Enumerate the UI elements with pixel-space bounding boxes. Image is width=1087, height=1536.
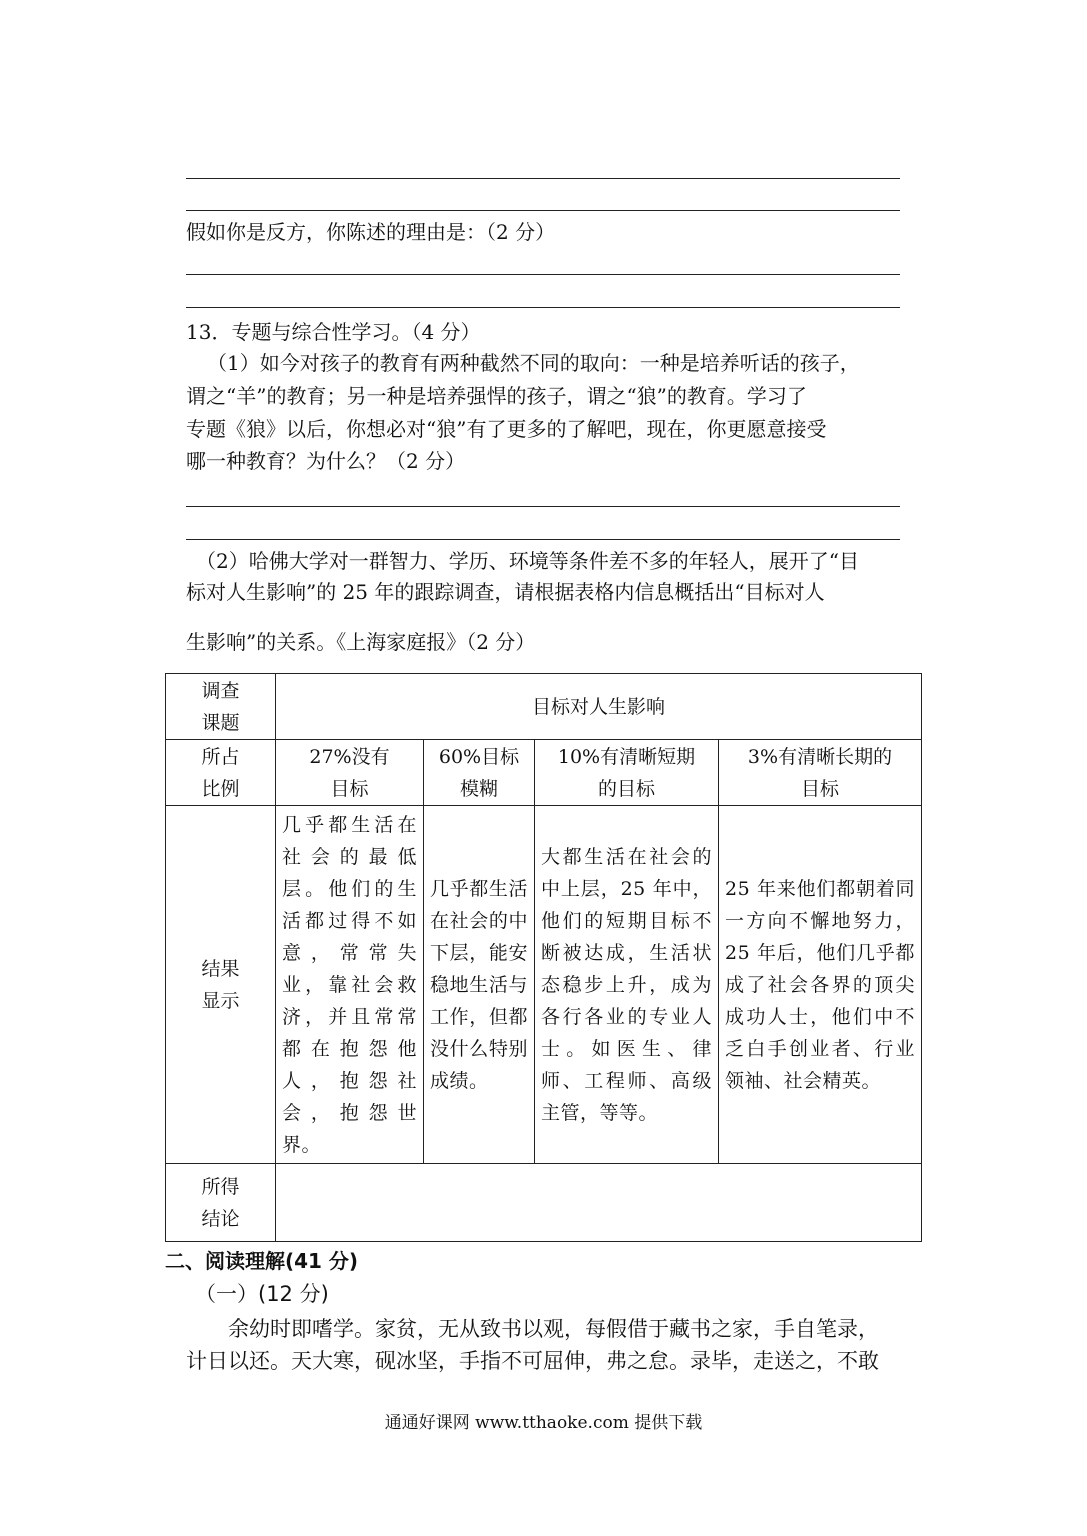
section-2-subtitle: （一）(12 分) [195, 1282, 329, 1306]
section-2-title: 二、阅读理解(41 分) [165, 1249, 359, 1273]
text-line: 标对人生影响”的 25 年的跟踪调查，请根据表格内信息概括出“目标对人 [186, 580, 825, 604]
topic-value: 目标对人生影响 [276, 674, 922, 740]
reverse-side-prompt: 假如你是反方，你陈述的理由是：（2 分） [186, 220, 556, 244]
ratio-label: 所占 比例 [166, 740, 276, 806]
topic-label: 调查 课题 [166, 674, 276, 740]
page-footer: 通通好课网 www.tthaoke.com 提供下载 [384, 1413, 703, 1433]
ratio-cell: 3%有清晰长期的 目标 [719, 740, 922, 806]
result-cell: 25 年来他们都朝着同一方向不懈地努力，25 年后，他们几乎都成了社会各界的顶尖成功人士，他们中不乏白手创业者、行业领袖、社会精英。 [719, 806, 922, 1164]
table-row [166, 674, 922, 740]
answer-line [186, 178, 900, 179]
result-cell: 几乎都生活在社会的最低层。他们的生活都过得不如意，常常失业，靠社会救济，并且常常都在抱怨他人，抱怨社会，抱怨世界。 [276, 806, 424, 1164]
answer-line [186, 210, 900, 211]
text-line: （2）哈佛大学对一群智力、学历、环境等条件差不多的年轻人，展开了“目 [196, 549, 859, 573]
text-line: 谓之“羊”的教育；另一种是培养强悍的孩子，谓之“狼”的教育。学习了 [186, 384, 807, 408]
answer-line [186, 506, 900, 507]
text-line: （1）如今对孩子的教育有两种截然不同的取向：一种是培养听话的孩子， [207, 351, 860, 375]
text-line: 生影响”的关系。《上海家庭报》（2 分） [186, 630, 536, 654]
survey-table [165, 673, 922, 1242]
ratio-cell: 60%目标 模糊 [424, 740, 535, 806]
conclusion-label: 所得 结论 [166, 1164, 276, 1242]
ratio-cell: 27%没有 目标 [276, 740, 424, 806]
answer-line [186, 539, 900, 540]
text-line: 哪一种教育？为什么？（2 分） [186, 449, 466, 473]
question-13-title: 13．专题与综合性学习。（4 分） [186, 320, 481, 344]
table-row [166, 740, 922, 806]
text-line: 专题《狼》以后，你想必对“狼”有了更多的了解吧，现在，你更愿意接受 [186, 417, 827, 441]
table-row [166, 806, 922, 1164]
result-cell: 大都生活在社会的中上层，25 年中，他们的短期目标不断被达成，生活状态稳步上升，成为各行各业的专业人士。如医生、律师、工程师、高级主管，等等。 [535, 806, 719, 1164]
table-row [166, 1164, 922, 1242]
answer-line [186, 307, 900, 308]
result-cell: 几乎都生活在社会的中下层，能安稳地生活与工作，但都没什么特别成绩。 [424, 806, 535, 1164]
conclusion-value [276, 1164, 922, 1242]
answer-line [186, 274, 900, 275]
result-label: 结果 显示 [166, 806, 276, 1164]
text-line: 余幼时即嗜学。家贫，无从致书以观，每假借于藏书之家，手自笔录， [228, 1317, 879, 1341]
ratio-cell: 10%有清晰短期 的目标 [535, 740, 719, 806]
text-line: 计日以还。天大寒，砚冰坚，手指不可屈伸，弗之怠。录毕，走送之，不敢 [186, 1349, 879, 1373]
